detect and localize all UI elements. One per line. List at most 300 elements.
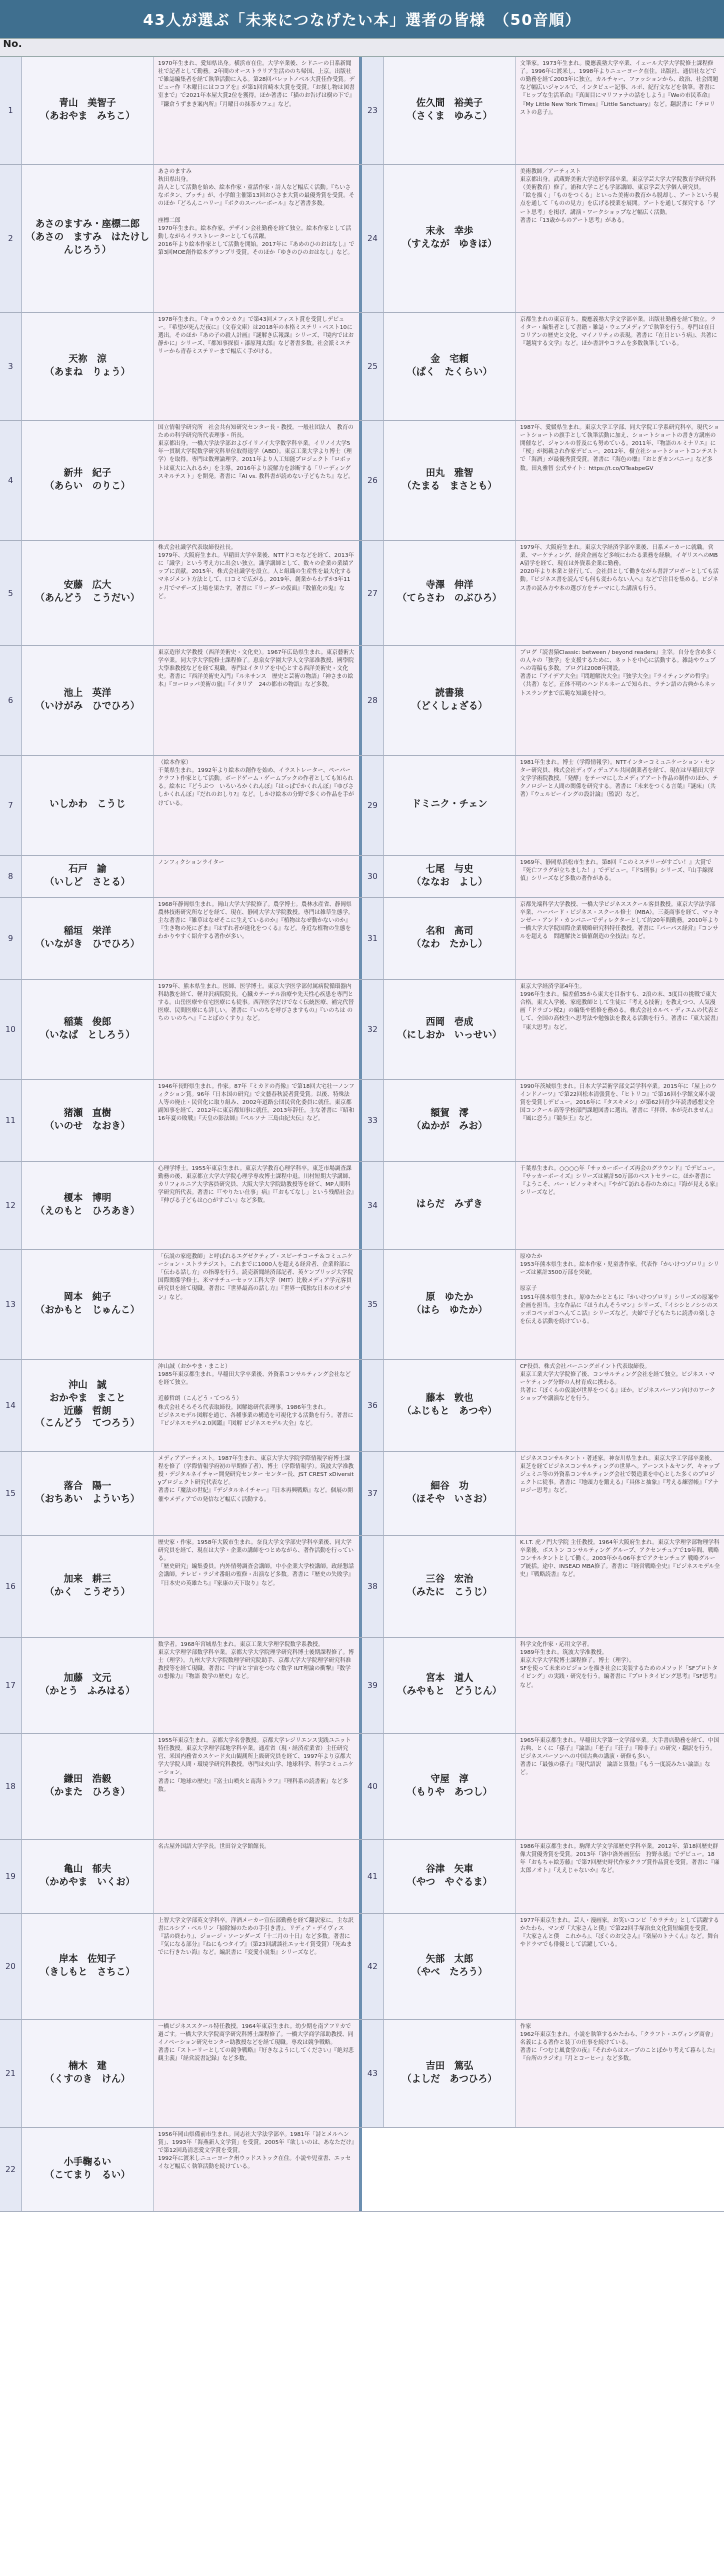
right-entry: [362, 1080, 724, 1161]
entry-kana: （あまね りょう）: [44, 366, 131, 378]
bio-line: 1985年東京都生まれ。早稲田大学卒業後、外資系コンサルティング会社などを経て独立。: [158, 1372, 351, 1387]
bio-line: [520, 1277, 720, 1285]
entry-name: 天祢 涼: [68, 353, 107, 365]
table-row: [0, 898, 724, 980]
right-entry: [362, 421, 724, 540]
entry-name-cell: [22, 1914, 154, 2019]
table-row: [0, 756, 724, 856]
entry-name-cell: [22, 1840, 154, 1913]
entry-kana: （かまた ひろき）: [44, 1786, 131, 1798]
entry-kana: （てらさわ のぶひろ）: [397, 593, 502, 604]
bio-line: 東京大学大学院博士課程修了。博士（理学）。: [520, 1658, 635, 1665]
table-row: [0, 1734, 724, 1840]
entry-kana: （かめやま いくお）: [39, 1876, 135, 1888]
entry-bio: [516, 541, 724, 645]
bio-line: 1969年、静岡県浜松市生まれ。第8回『このミステリーがすごい！』大賞で『死亡フラグが立ちました！』でデビュー。『ドS刑事』シリーズ、『山手線探偵』シリーズなど多数の著作がある。: [520, 860, 714, 883]
entry-kana: （えのもと ひろあき）: [35, 1205, 140, 1217]
entry-kana: （たまる まさとも）: [401, 480, 497, 492]
bio-line: ビジネスモデル図解を通じ、各種事業の構造を可視化する活動を行う。著書に『ビジネスモデル2.0図鑑』『図解 ビジネスモデル大全』など。: [158, 1412, 354, 1427]
bio-line: [158, 1387, 355, 1395]
entry-bio: [516, 1360, 724, 1451]
entry-bio: [516, 756, 724, 855]
bio-line: 1962年東京生まれ。小説を執筆するかたわら、「クラフト・エヴィング商會」名義による著作と装丁の仕事を続けている。: [520, 2032, 716, 2047]
bio-line: 1996年生まれ。偏差値35から東大を目指すも、2浪の末、3度目の挑戦で東大合格。東大入学後、家庭教師として生徒に「考える技術」を教えつつ、人気漫画『ドラゴン桜2』の編集や監修を務める。株式会社カルペ・ディエムの代表として、全国の高校生へ思考法や勉強法を教える活動を行う。著書に『東大読書』『東大思考』など。: [520, 992, 719, 1031]
bio-line: 「絵を描く」「ものをつくる」といった美術の教育から脱却し、アートという視点を通して「ものの見方」を広げる授業を展開。アートを通して探究する「アート思考」を掲げ、講演・ワークショップなど幅広く活動。: [520, 193, 719, 216]
entry-name: 新井 紀子: [63, 467, 112, 479]
entry-name: あさのますみ・座標二郎: [35, 219, 140, 231]
left-entry: [0, 756, 362, 855]
entry-name: 石戸 諭: [68, 863, 107, 875]
entry-kana: （いけがみ ひでひろ）: [35, 700, 140, 712]
entry-name: ドミニク・チェン: [411, 799, 488, 811]
left-entry: [0, 646, 362, 755]
entry-name-cell: [22, 1638, 154, 1733]
right-entry: [362, 1840, 724, 1913]
entry-name: 細谷 功: [430, 1480, 469, 1492]
entry-name-cell: [22, 421, 154, 540]
table-row: [0, 1840, 724, 1914]
entry-number: 27: [362, 541, 384, 645]
table-row: [0, 165, 724, 313]
entry-name-cell: [22, 1080, 154, 1161]
entry-number: 4: [0, 421, 22, 540]
entry-number: 39: [362, 1638, 384, 1733]
entry-name-cell: [384, 646, 516, 755]
left-entry: [0, 2128, 362, 2211]
entry-number: 30: [362, 856, 384, 897]
left-entry: [0, 165, 362, 312]
table-row: [0, 1162, 724, 1250]
bio-line: 美術教師／アーティスト: [520, 169, 581, 175]
entry-number: 14: [0, 1360, 22, 1451]
bio-line: 1953年熊本県生まれ。絵本作家・児童書作家。代表作『かいけつゾロリ』シリーズは累計3500万部を突破。: [520, 1262, 720, 1277]
bio-line: 科学文化作家・応用文学者。: [520, 1642, 593, 1648]
entry-name-cell: [22, 313, 154, 420]
right-entry: [362, 1638, 724, 1733]
entry-kana: （こてまり るい）: [44, 2169, 131, 2181]
selectors-table: [0, 38, 724, 2212]
entry-name-cell: [22, 980, 154, 1079]
bio-line: 著書に『つむじ風食堂の夜』『それからはスープのことばかり考えて暮らした』『台所のラジオ』『月とコーヒー』など多数。: [520, 2048, 719, 2063]
entry-kana: （はら ゆたか）: [411, 1304, 488, 1316]
entry-bio: [516, 1250, 724, 1359]
entry-number: 28: [362, 646, 384, 755]
entry-name-cell: [384, 1914, 516, 2019]
entry-name: 名和 高司: [425, 925, 474, 937]
entry-name: 沖山 誠: [68, 1379, 107, 1391]
table-row: [0, 541, 724, 646]
entry-bio: [154, 756, 359, 855]
entry-number: 40: [362, 1734, 384, 1839]
right-entry: [362, 898, 724, 979]
table-body: [0, 57, 724, 2212]
entry-bio: [516, 1840, 724, 1913]
bio-line: 株式会社識学代表取締役社長。: [158, 545, 237, 551]
entry-number: 42: [362, 1914, 384, 2019]
bio-line: 1965年東京都生まれ。早稲田大学第一文学部卒業。大手書店勤務を経て、中国古典、とくに『孫子』『論語』『老子』『荘子』『韓非子』の研究・翻訳を行う。ビジネスパーソンへの中国古典の講演・研修も多い。: [520, 1738, 720, 1761]
entry-name: 原 ゆたか: [425, 1291, 474, 1303]
right-entry: [362, 1914, 724, 2019]
entry-number: 16: [0, 1536, 22, 1637]
entry-name-cell: [22, 1734, 154, 1839]
entry-kana: （ほそや いさお）: [406, 1493, 493, 1505]
bio-line: 秋田県出身。: [158, 177, 192, 184]
bio-line: 心理学博士。1955年東京生まれ。東京大学教育心理学科卒。東芝市場調査課勤務の後、東京都立大学大学院心理学専攻博士課程中退。川村短期大学講師、カリフォルニア大学客員研究員、大阪大学大学院助教授等を経て、MP人間科学研究所代表。著書に『「やりたい仕事」病』『「おもてなし」という残酷社会』『伸びる子どもは○○がすごい』など多数。: [158, 1166, 354, 1205]
bio-line: 1977年東京生まれ。芸人・漫画家。お笑いコンビ「カラテカ」として活躍するかたわら、マンガ『大家さんと僕』で第22回手塚治虫文化賞短編賞を受賞。: [520, 1918, 720, 1933]
entry-kana: （みたに こうじ）: [406, 1586, 493, 1598]
left-entry: [0, 541, 362, 645]
left-entry: [0, 2020, 362, 2127]
bio-line: 著書に『ストーリーとしての競争戦略』『好きなようにしてください』『絶対悲観主義』『経営読書記録』など多数。: [158, 2048, 354, 2063]
left-entry: [0, 313, 362, 420]
right-entry: [362, 980, 724, 1079]
entry-bio: [516, 2020, 724, 2127]
entry-kana: （ふじもと あつや）: [401, 1405, 497, 1417]
bio-line: SFを使って未来のビジョンを描き社会に実装するためのメソッド「SFプロトタイピング」の実践・研究を行う。編著書に『プロトタイピング思考』『SF思考』など。: [520, 1666, 720, 1689]
entry-name: 岡本 純子: [63, 1291, 112, 1303]
entry-name: 田丸 雅智: [425, 467, 474, 479]
bio-line: 1968年静岡県生まれ。岡山大学大学院修了。農学博士。農林水産省、静岡県農林技術研究所などを経て、現在、静岡大学大学院教授。専門は雑草生態学。主な著書に『雑草はなぜそこに生えているのか』『植物はなぜ動かないのか』『生き物の死にざま』『はずれ者が進化をつくる』など。身近な植物の生態をわかりやすく紹介する著作が多い。: [158, 902, 354, 941]
bio-line: メディアアーティスト。1987年生まれ、東京大学大学院学際情報学府博士課程を修了（学際情報学府初の早期修了者）、博士（学際情報学）。筑波大学准教授・デジタルネイチャー開発研究センター センター長、JST CREST xDiversityプロジェクト研究代表など。: [158, 1456, 354, 1487]
table-row: [0, 1638, 724, 1734]
bio-line: 詩人として活動を始め、絵本作家・童話作家・詩人など幅広く活動。『ちいさなボタン、プッチ』が、小学館主催第13回おひさま大賞の最優秀賞を受賞。そのほか『どろんこハリー』『ボクのスーパーボール』など著書多数。: [158, 185, 355, 208]
entry-bio: [516, 165, 724, 312]
bio-line: ビジネスコンサルタント・著述家。神奈川県生まれ。東京大学工学部卒業後、東芝を経てビジネスコンサルティングの世界へ。アーンスト＆ヤング、キャップジェミニ等の外資系コンサルティング会社で製造業を中心とした多くのプロジェクトに従事。著書に『地頭力を鍛える』『具体と抽象』『考える練習帳』『アナロジー思考』など。: [520, 1456, 720, 1495]
bio-line: 1970年生まれ、愛知県出身。横浜市在住。大学卒業後、シドニーの日系新聞社で記者として勤務。2年間のオーストラリア生活ののち帰国、上京。出版社で雑誌編集者を経て執筆活動に入る。第28回パレットノベル大賞佳作受賞。デビュー作『木曜日にはココアを』が第1回宮崎本大賞を受賞。『お探し物は図書室まで』で2021年本屋大賞2位を獲得。ほか著書に『猫のお告げは樹の下で』『鎌倉うずまき案内所』『月曜日の抹茶カフェ』など。: [158, 61, 355, 108]
bio-line: 1956年岡山県備前市生まれ。同志社大学法学部卒。1981年「詩とメルヘン賞」、1993年「海燕新人文学賞」を受賞。2005年『欲しいのは、あなただけ』で第12回島清恋愛文学賞を受賞。: [158, 2132, 355, 2155]
entry-name: 宮本 道人: [425, 1672, 474, 1684]
entry-kana: （やべ たろう）: [411, 1966, 488, 1978]
entry-bio: [516, 898, 724, 979]
table-row: [0, 2020, 724, 2128]
entry-name-cell: [22, 1162, 154, 1249]
table-row: [0, 1080, 724, 1162]
entry-kana: （どくしょざる）: [411, 700, 488, 712]
table-row: [0, 1452, 724, 1536]
entry-kana: （にしおか いっせい）: [397, 1029, 502, 1041]
left-entry: [0, 421, 362, 540]
bio-line: 1970年生まれ。絵本作家。デザイン会社勤務を経て独立。絵本作家として活動しながらイラストレーターとしても活躍。: [158, 225, 352, 240]
entry-kana: （あらい のりこ）: [44, 480, 131, 492]
bio-line: 近藤哲朗（こんどう・てつろう）: [158, 1396, 242, 1403]
entry-bio: [154, 1638, 359, 1733]
entry-kana: （ぱく たくらい）: [406, 366, 493, 378]
entry-number: 2: [0, 165, 22, 312]
entry-number: 9: [0, 898, 22, 979]
entry-name-cell: [384, 165, 516, 312]
table-row: [0, 57, 724, 165]
entry-name-cell: [384, 1536, 516, 1637]
page-title: 43人が選ぶ「未来につなげたい本」選者の皆様 （50音順）: [0, 0, 724, 38]
entry-name-cell: [22, 1536, 154, 1637]
bio-line: 1946年長野県生まれ。作家。87年『ミカドの肖像』で第18回大宅壮一ノンフィクション賞。96年『日本国の研究』で文藝春秋読者賞受賞。以後、特殊法人等の廃止・民営化に取り組み、2002年道路公団民営化委員に就任。東京都副知事を経て、2012年に東京都知事に就任。2013年辞任。主な著書に『昭和16年夏の敗戦』『天皇の影法師』『ペルソナ 三島由紀夫伝』など。: [158, 1084, 355, 1123]
bio-line: 京都生まれの東京育ち。慶應義塾大学文学部卒業。出版社勤務を経て独立。ライター・編集者として書籍・雑誌・ウェブメディアで執筆を行う。専門は在日コリアンの歴史と文化、マイノリティの表現。著書に『在日という病』、共著に『越境する文学』など。ほか書評やコラムを多数執筆している。: [520, 317, 718, 348]
header-no: No.: [3, 39, 23, 50]
right-entry: [362, 1536, 724, 1637]
entry-name-cell: [384, 756, 516, 855]
entry-bio: [154, 2128, 359, 2211]
bio-line: 東京大学理学部数学科卒業。京都大学大学院理学研究科博士後期課程修了。博士（理学）。九州大学大学院数理学研究院助手、京都大学大学院理学研究科准教授等を経て現職。著書に『宇宙と宇宙をつなぐ数学 IUT理論の衝撃』『数学の想像力』『物語 数学の歴史』など。: [158, 1650, 354, 1681]
entry-number: 32: [362, 980, 384, 1079]
bio-line: 京都先端科学大学教授、一橋大学ビジネススクール客員教授。東京大学法学部卒業、ハーバード・ビジネス・スクール修士（MBA）。三菱商事を経て、マッキンゼー・アンド・カンパニーでディレクターとして約20年間勤務。2010年より一橋大学大学院国際企業戦略研究科特任教授。著書に『パーパス経営』『コンサルを超える 問題解決と価値創造の全技法』など。: [520, 902, 719, 941]
bio-line: 名古屋外国語大学学長。世田谷文学館館長。: [158, 1844, 270, 1850]
bio-line: 座標二郎: [158, 217, 181, 224]
entry-number: 8: [0, 856, 22, 897]
bio-line: 東京造形大学教授（西洋美術史・文化史）。1967年広島県生まれ。東京藝術大学卒業。同大学大学院修士課程修了。恵泉女学園大学人文学部准教授、國學院大學准教授などを経て現職。専門はイタリアを中心とする西洋美術史・文化史。著書に『西洋美術史入門』『ルネサンス 歴史と芸術の物語』『神さまの絵本』『ヨーロッパ美術の旅』『イタリア 24の都市の物語』など多数。: [158, 650, 355, 689]
entry-kana: （おかもと じゅんこ）: [35, 1304, 140, 1316]
entry-bio: [516, 1536, 724, 1637]
bio-line: 1981年生まれ。博士（学際情報学）。NTTインターコミュニケーション・センター研究員、株式会社ディヴィデュアル共同創業者を経て、現在は早稲田大学文学学術院教授。「発酵」をテーマにしたメディアアート作品の制作のほか、テクノロジーと人間の関係を研究する。著書に『未来をつくる言葉』『謎床』（共著）『ウェルビーイングの設計論』（監訳）など。: [520, 760, 718, 799]
right-entry: [362, 856, 724, 897]
bio-line: 著書に『魔法の世紀』『デジタルネイチャー』『日本再興戦略』など。個展の開催やメディアでの発信など幅広く活動する。: [158, 1488, 353, 1503]
bio-line: ブログ『読書猿Classic: between / beyond readers』主宰。自分を含め多くの人々の「独学」を支援するために、ネットを中心に活動する。雑誌やウェブへの寄稿も多数。ブログは2008年開設。: [520, 650, 718, 673]
entry-bio: [154, 1360, 359, 1451]
entry-name-cell: [384, 1734, 516, 1839]
entry-name: 猪瀬 直樹: [63, 1107, 112, 1119]
entry-number: 15: [0, 1452, 22, 1535]
right-entry: [362, 1452, 724, 1535]
entry-kana: （ぬかが みお）: [411, 1120, 488, 1132]
entry-name: 守屋 淳: [430, 1773, 469, 1785]
bio-line: 東京都出身。武蔵野美術大学造形学部卒業。東京学芸大学大学院教育学研究科（美術教育）修了。浦和大学こども学部講師、東京学芸大学個人研究員。: [520, 177, 716, 192]
entry-name: 楠木 建: [68, 2060, 107, 2072]
entry-name: いしかわ こうじ: [49, 799, 126, 811]
entry-bio: [516, 980, 724, 1079]
entry-name: 青山 美智子: [58, 97, 116, 109]
left-entry: [0, 1536, 362, 1637]
entry-bio: [154, 313, 359, 420]
left-entry: [0, 980, 362, 1079]
entry-name: 額賀 澪: [430, 1107, 469, 1119]
bio-line: 国立情報学研究所 社会共有知研究センター長・教授。一般社団法人 教育のための科学研究所代表理事・所長。: [158, 425, 354, 440]
entry-name-cell: [22, 898, 154, 979]
right-entry: [362, 646, 724, 755]
entry-number: 13: [0, 1250, 22, 1359]
table-header: [0, 39, 724, 57]
bio-line: 1979年、大阪府生まれ。早稲田大学卒業後、NTTドコモなどを経て、2013年に「識学」という考え方に出会い独立。識学講師として、数々の企業の業績アップに貢献。2015年、株式会社識学を設立。人と組織の生産性を最大化するマネジメント方法として、口コミで広がる。2019年、創業からわずか3年11ヶ月でマザーズ上場を果たす。著書に『リーダーの仮面』『数値化の鬼』など。: [158, 553, 355, 600]
entry-name: 落合 陽一: [63, 1480, 112, 1492]
entry-name: 安藤 広大: [63, 580, 112, 592]
bio-line: 上智大学文学部英文学科卒。洋酒メーカー宣伝部勤務を経て翻訳家に。主な訳書にルシア・ベルリン『掃除婦のための手引き書』、リディア・デイヴィス『話の終わり』、ジョージ・ソーンダーズ『十二月の十日』など多数。著書に『気になる部分』『ねにもつタイプ』（第23回講談社エッセイ賞受賞）『死ぬまでに行きたい海』など。編訳書に『変愛小説集』シリーズなど。: [158, 1918, 354, 1957]
bio-line: 1979年、熊本県生まれ。医師、医学博士。東京大学医学部付属病院循環器内科助教を経て、軽井沢病院院長。心臓カテーテル治療や先天性心疾患を専門とする。山岳医療や在宅医療にも従事。西洋医学だけでなく伝統医療、補完代替医療、民間医療にも詳しい。著書に『いのちを呼びさますもの』『いのちは のちの いのちへ』『ことばのくすり』など。: [158, 984, 354, 1023]
bio-line: （絵本作家）: [158, 760, 192, 766]
entry-name: 寺澤 伸洋: [425, 580, 474, 592]
entry-kana: （かく こうぞう）: [44, 1586, 131, 1598]
right-entry: [362, 1734, 724, 1839]
right-entry: [362, 165, 724, 312]
left-entry: [0, 856, 362, 897]
table-row: [0, 856, 724, 898]
entry-name: 加来 耕三: [63, 1573, 112, 1585]
entry-name: 鎌田 浩毅: [63, 1773, 112, 1785]
entry-kana: （いなば としろう）: [39, 1029, 135, 1041]
entry-kana: （みやもと どうじん）: [397, 1685, 502, 1697]
entry-number: 21: [0, 2020, 22, 2127]
entry-number: 26: [362, 421, 384, 540]
entry-bio: [154, 1452, 359, 1535]
bio-line: 著書に『13歳からのアート思考』がある。: [520, 217, 628, 224]
entry-number: 23: [362, 57, 384, 164]
entry-name-cell: [384, 1360, 516, 1451]
bio-line: 1951年熊本県生まれ。原ゆたかとともに『かいけつゾロリ』シリーズの原案や企画を担当。主な作品に『ほうれんそうマン』シリーズ、『イシシとノシシのスッポコペッポコへんてこ話』シリーズなど。夫婦で子どもたちに読書の楽しさを伝える活動を続けている。: [520, 1294, 719, 1325]
entry-number: 25: [362, 313, 384, 420]
bio-line: 著書に『アイデア大全』『問題解決大全』『独学大全』『ライティングの哲学』（共著）など。正体不明のハンドルネームで知られ、ラテン語の古典からネットスラングまで広範な知識を持つ。: [520, 674, 716, 697]
left-entry: [0, 898, 362, 979]
bio-line: CF役員、株式会社バーニングポイント代表取締役。: [520, 1364, 651, 1370]
entry-name: 吉田 篤弘: [425, 2060, 474, 2072]
entry-kana: （あんどう こうだい）: [35, 593, 140, 604]
entry-name: 西岡 壱成: [425, 1016, 474, 1028]
entry-kana: （くすのき けん）: [44, 2073, 131, 2085]
entry-name-cell: [384, 421, 516, 540]
entry-bio: [154, 1914, 359, 2019]
bio-line: 『大家さんと僕 これから』、『ぼくのお父さん』『楽屋のトナくん』など。舞台やドラマでも俳優として活躍している。: [520, 1934, 719, 1949]
entry-bio: [154, 898, 359, 979]
bio-line: 千葉県生まれ。○○○○年『サッカーボーイズ再会のグラウンド』でデビュー。『サッカーボーイズ』シリーズは累計50万部のベストセラーに。ほか著書に『ようこそ、バー・ピノッキオへ』『やがて訪れる春のために』『海が見える家』シリーズなど。: [520, 1166, 719, 1197]
entry-name-cell: [384, 1638, 516, 1733]
entry-name: 三谷 宏治: [425, 1573, 474, 1585]
entry-name: 加藤 文元: [63, 1672, 112, 1684]
entry-name: 金 宅頼: [430, 353, 469, 365]
bio-line: 1992年に渡米しニューヨーク州ウッドストック在住。小説や児童書、エッセイなど幅広く執筆活動を続けている。: [158, 2156, 351, 2171]
entry-bio: [154, 646, 359, 755]
right-entry: [362, 541, 724, 645]
entry-name: 谷津 矢車: [425, 1863, 474, 1875]
bio-line: 共著に『ぼくらの仮説が世界をつくる』ほか。ビジネスパーソン向けのワークショップや講演などを行う。: [520, 1388, 716, 1403]
bio-line: 「伝説の家庭教師」と呼ばれるエグゼクティブ・スピーチコーチ＆コミュニケーション・ストラテジスト。これまでに1000人を超える経営者、企業幹部に「伝わる話し方」の指導を行う。読売新聞経済部記者、英ケンブリッジ大学院国際関係学修士、米マサチューセッツ工科大学（MIT）比較メディア学元客員研究員を経て現職。著書に『世界最高の話し方』『世界一孤独な日本のオジサン』など。: [158, 1254, 354, 1301]
entry-name: 榎本 博明: [63, 1192, 112, 1204]
entry-name-cell: [22, 856, 154, 897]
entry-name: 読書猿: [435, 687, 464, 699]
entry-number: 18: [0, 1734, 22, 1839]
entry-bio: [516, 1080, 724, 1161]
entry-bio: [516, 1734, 724, 1839]
entry-name: おかやま まこと: [49, 1392, 126, 1404]
bio-line: 原ゆたか: [520, 1254, 543, 1260]
entry-name-cell: [22, 756, 154, 855]
table-row: [0, 313, 724, 421]
bio-line: 1990年茨城県生まれ。日本大学芸術学部文芸学科卒業。2015年に『屋上のウインドノーツ』で第22回松本清張賞を、『ヒトリコ』で第16回小学館文庫小説賞を受賞しデビュー。2016年に『タスキメシ』が第62回青少年読書感想文全国コンクール高等学校部門課題図書に選出。著書に『拝啓、本が売れません』『風に恋う』『競歩王』など。: [520, 1084, 717, 1123]
entry-bio: [154, 541, 359, 645]
right-entry: [362, 57, 724, 164]
left-entry: [0, 1452, 362, 1535]
left-entry: [0, 57, 362, 164]
entry-number: 22: [0, 2128, 22, 2211]
left-entry: [0, 1080, 362, 1161]
bio-line: 歴史家・作家。1958年大阪市生まれ。奈良大学文学部史学科卒業後、同大学研究員を経て、現在は大学・企業の講師をつとめながら、著作活動を行っている。: [158, 1540, 354, 1563]
table-row: [0, 2128, 724, 2212]
right-entry: [362, 2128, 724, 2211]
bio-line: 2020年より本業と並行して、会社員として働きながら書評ブロガーとしても活動。『ビジネス書を読んでも何も変わらない人へ』などで注目を集める。ビジネス書の読み方や本の選び方をテーマにした講演も行う。: [520, 569, 719, 592]
entry-bio: [154, 1840, 359, 1913]
entry-number: 17: [0, 1638, 22, 1733]
entry-number: 43: [362, 2020, 384, 2127]
entry-number: 35: [362, 1250, 384, 1359]
entry-kana: （あおやま みちこ）: [39, 110, 135, 122]
right-entry: [362, 1360, 724, 1451]
entry-number: 3: [0, 313, 22, 420]
bio-line: 数学者。1968年宮城県生まれ。東京工業大学理学院数学系教授。: [158, 1642, 324, 1648]
entry-kana: （もりや あつし）: [406, 1786, 493, 1798]
entry-number: 12: [0, 1162, 22, 1249]
entry-number: 38: [362, 1536, 384, 1637]
entry-number: 11: [0, 1080, 22, 1161]
entry-number: 37: [362, 1452, 384, 1535]
entry-bio: [154, 980, 359, 1079]
left-entry: [0, 1162, 362, 1249]
bio-line: K.I.T. 虎ノ門大学院 主任教授。1964年大阪府生まれ。東京大学理学部物理学科卒業後、ボストン コンサルティング グループ、アクセンチュアで19年間、戦略コンサルタントとして働く。2003年から06年までアクセンチュア 戦略グループ統括。途中、INSEAD MBA修了。著書に『経営戦略全史』『ビジネスモデル全史』『戦略読書』など。: [520, 1540, 720, 1579]
table-row: [0, 1536, 724, 1638]
bio-line: 1987年、愛媛県生まれ。東京大学工学部、同大学院工学系研究科卒。現代ショートショートの旗手として執筆活動に加え、ショートショートの書き方講座の開催など、ジャンルの普及にも努めている。2011年、『物語のルミナリエ』に「桜」が掲載され作家デビュー。2012年、樹立社ショートショートコンテストで「海酒」が最優秀賞受賞。著書に『海色の壜』『おとぎカンパニー』など多数。田丸雅智 公式サイト：https://t.co/OTeabpeGV: [520, 425, 720, 472]
entry-kana: （かとう ふみはる）: [39, 1685, 135, 1697]
right-entry: [362, 756, 724, 855]
entry-number: 20: [0, 1914, 22, 2019]
entry-name-cell: [384, 313, 516, 420]
table-row: [0, 646, 724, 756]
entry-kana: （いしど さとる）: [44, 876, 131, 888]
entry-number: 1: [0, 57, 22, 164]
entry-bio: [154, 57, 359, 164]
bio-line: 東京大学経済学部4年生。: [520, 984, 586, 990]
bio-line: 東京都出身。一橋大学法学部およびイリノイ大学数学科卒業。イリノイ大学5年一貫制大学院数学研究科単位取得退学（ABD）。東京工業大学より博士（理学）を取得。専門は数理論理学。2011年より人工知能プロジェクト「ロボットは東大に入れるか」を主導。2016年より読解力を診断する「リーディングスキルテスト」を開発。著書に『AI vs. 教科書が読めない子どもたち』など。: [158, 441, 354, 480]
right-entry: [362, 2020, 724, 2127]
entry-name-cell: [22, 1452, 154, 1535]
entry-number: 29: [362, 756, 384, 855]
entry-number: 36: [362, 1360, 384, 1451]
entry-bio: [154, 1080, 359, 1161]
right-entry: [362, 1250, 724, 1359]
left-entry: [0, 1360, 362, 1451]
bio-line: 1986年東京都生まれ。駒澤大学文学部歴史学科卒業。2012年、第18回歴史群像大賞優秀賞を受賞。2013年『洛中洛外画狂伝 狩野永徳』でデビュー。18年『おもちゃ絵芳藤』で第7回歴史時代作家クラブ賞作品賞を受賞。著書に『廉太郎ノオト』『ええじゃないか』など。: [520, 1844, 720, 1875]
entry-kana: （いのせ なおき）: [44, 1120, 131, 1132]
entry-bio: [516, 1914, 724, 2019]
bio-line: 沖山誠（おかやま・まこと）: [158, 1364, 231, 1370]
entry-name-cell: [22, 57, 154, 164]
entry-bio: [154, 1250, 359, 1359]
entry-bio: [516, 1638, 724, 1733]
entry-kana: 近藤 哲朗: [63, 1405, 112, 1417]
entry-bio: [516, 57, 724, 164]
left-entry: [0, 1734, 362, 1839]
entry-bio: [154, 1734, 359, 1839]
right-entry: [362, 313, 724, 420]
bio-line: 作家: [520, 2024, 532, 2030]
entry-name: 小手鞠るい: [63, 2156, 112, 2168]
entry-name: 亀山 郁夫: [63, 1863, 112, 1875]
entry-name: 末永 幸歩: [425, 225, 474, 237]
entry-name-cell: [22, 1250, 154, 1359]
left-entry: [0, 1914, 362, 2019]
entry-kana: （あさの ますみ はたけしんじろう）: [25, 232, 150, 256]
bio-line: 原京子: [520, 1286, 537, 1293]
entry-kana: （いながき ひでひろ）: [35, 938, 140, 950]
bio-line: 「歴史研究」編集委員。内外情勢調査会講師。中小企業大学校講師。政経懇話会講師。テレビ・ラジオ番組の監修・出演など多数。著書に『歴史の失敗学』『日本史の英雄たち』『家康の天下取り』など。: [158, 1564, 354, 1587]
entry-name: 佐久間 裕美子: [416, 97, 483, 109]
entry-kana: （なわ たかし）: [411, 938, 488, 950]
bio-line: 著書に『最強の孫子』『現代語訳 論語と算盤』『もう一度読みたい論語』など。: [520, 1762, 711, 1777]
entry-name-cell: [22, 541, 154, 645]
empty-cell: [362, 2128, 724, 2211]
bio-line: 文筆家。1973年生まれ。慶應義塾大学卒業、イェール大学大学院修士課程修了。1996年に渡米し、1998年よりニューヨーク在住。出版社、通信社などでの勤務を経て2003年に独立。カルチャー、ファッションから、政治、社会問題など幅広いジャンルで、インタビュー記事、ルポ、紀行文などを執筆。著書に『ヒップな生活革命』『真面目にマリファナの話をしよう』『Weの市民革命』『My Little New York Times』『Little Sanctuary』など。翻訳書に『テロリストの息子』。: [520, 61, 719, 116]
table-row: [0, 421, 724, 541]
entry-bio: [154, 421, 359, 540]
entry-bio: [516, 313, 724, 420]
entry-bio: [516, 421, 724, 540]
entry-kana: （こんどう てつろう）: [35, 1418, 140, 1430]
bio-line: 1979年、大阪府生まれ。東京大学経済学部卒業後、日系メーカーに就職。営業、マーケティング、経営企画など多岐にわたる業務を経験。イギリスへのMBA留学を経て、現在は外資系企業に勤務。: [520, 545, 718, 568]
bio-line: 株式会社そろそろ代表取締役。図解総研代表理事。1986年生まれ。: [158, 1404, 330, 1411]
entry-name-cell: [384, 57, 516, 164]
